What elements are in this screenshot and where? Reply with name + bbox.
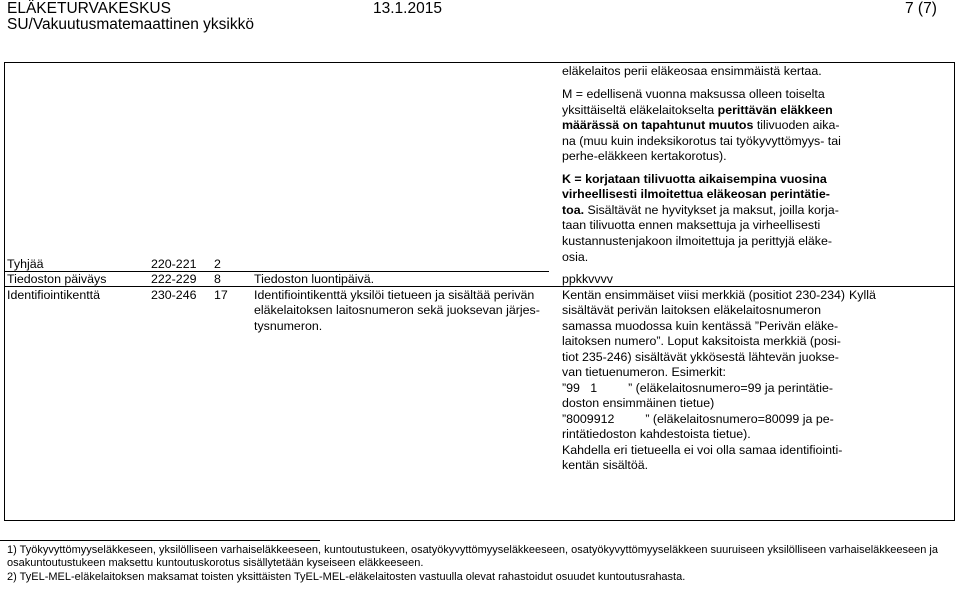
row-ident-desc-2: eläkelaitoksen laitosnumeron sekä juoksevan järjes- bbox=[254, 303, 540, 317]
frame-right bbox=[954, 62, 955, 521]
header-page: 7 (7) bbox=[905, 0, 937, 17]
frame-left bbox=[4, 62, 5, 521]
row-tyhjaa-pos: 220-221 bbox=[151, 257, 197, 271]
footnote-1-line1: 1) Työkyvyttömyyseläkkeseen, yksilölliseen varhaiseläkkeeseen, kuntoutustukeen, osatyökyvyttömyyseläkkeeseen, osatyökyvyttömyyseläkkeen suuruiseen yksilölliseen varhaiseläkkeeseen ja bbox=[7, 544, 938, 556]
row-ident-len: 17 bbox=[214, 288, 228, 302]
row-paivays-len: 8 bbox=[214, 272, 221, 286]
frame-bottom bbox=[4, 520, 955, 521]
frame-top bbox=[4, 62, 955, 63]
row-ident-desc-3: tysnumeron. bbox=[254, 319, 323, 333]
header-org: ELÄKETURVAKESKUS bbox=[7, 0, 171, 17]
header-dept: SU/Vakuutusmatemaattinen yksikkö bbox=[7, 16, 254, 33]
row-ident-pos: 230-246 bbox=[151, 288, 197, 302]
row-paivays-name: Tiedoston päiväys bbox=[7, 272, 107, 286]
row-paivays-format: ppkkvvvv bbox=[562, 272, 613, 286]
row-paivays-desc: Tiedoston luontipäivä. bbox=[254, 272, 375, 286]
row-tyhjaa-name: Tyhjää bbox=[7, 257, 44, 271]
desc-top-line1: eläkelaitos perii eläkeosaa ensimmäistä kertaa. bbox=[562, 64, 822, 78]
row-tyhjaa-len: 2 bbox=[214, 257, 221, 271]
row-ident-required: Kyllä bbox=[849, 288, 876, 302]
header-date: 13.1.2015 bbox=[373, 0, 442, 17]
row-ident-name: Identifiointikenttä bbox=[7, 288, 100, 302]
row-divider bbox=[4, 286, 955, 287]
footnote-2: 2) TyEL-MEL-eläkelaitoksen maksamat toisten yksittäisten TyEL-MEL-eläkelaitosten vastuulla olevat rahastoidut osuudet kuntoutusrahasta. bbox=[7, 571, 686, 583]
footnote-separator bbox=[0, 540, 320, 541]
footnote-1-line2: osakuntoutustukeen maksettu kuntoutuskorotus sisällytetään kyseiseen eläkkeeseen. bbox=[7, 557, 424, 569]
row-paivays-pos: 222-229 bbox=[151, 272, 197, 286]
row-ident-desc-1: Identifiointikenttä yksilöi tietueen ja sisältää perivän bbox=[254, 288, 535, 302]
